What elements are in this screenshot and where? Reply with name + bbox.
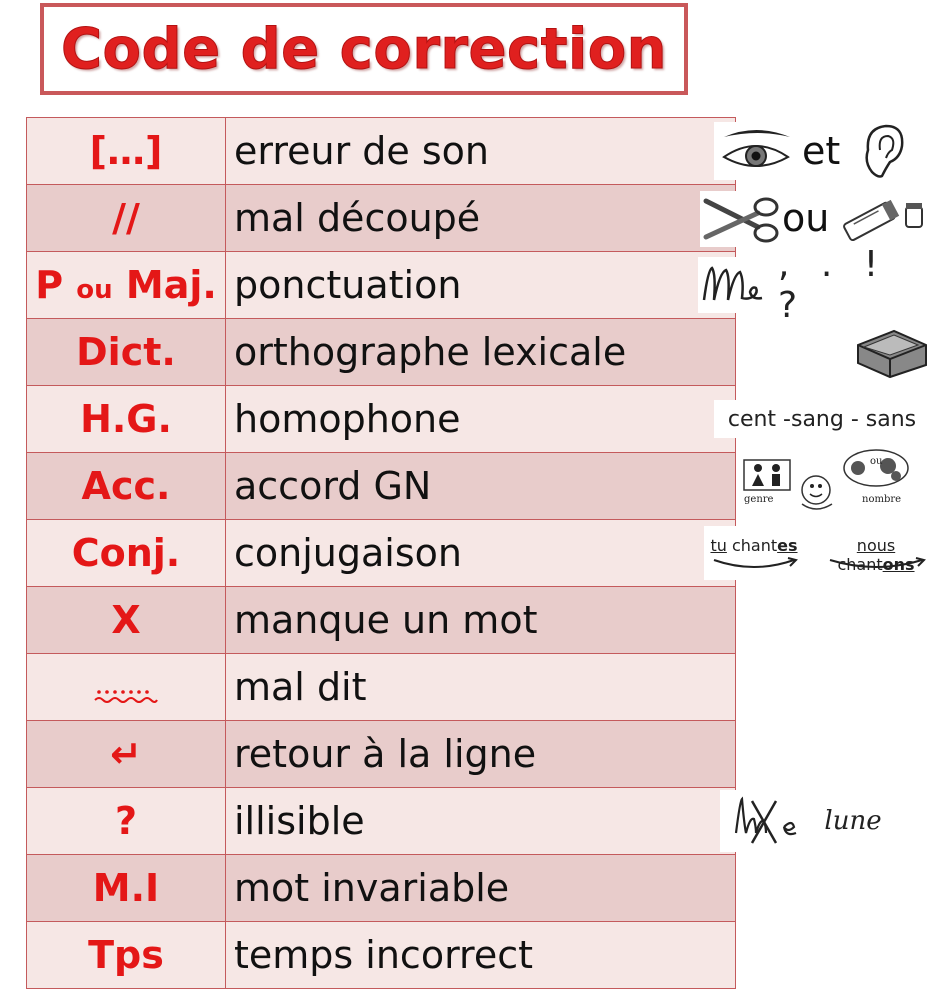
- description-cell: [226, 922, 736, 989]
- ou-label: ou: [870, 456, 883, 467]
- table-row: [27, 520, 736, 587]
- illegible-handwriting-example: [720, 790, 892, 852]
- description-cell: [226, 386, 917, 453]
- description-text: illisible: [234, 799, 365, 843]
- description-text: manque un mot: [234, 598, 538, 642]
- table-row: [27, 587, 736, 654]
- description-text: conjugaison: [234, 531, 462, 575]
- table-row: [27, 386, 736, 453]
- description-cell: [226, 319, 736, 386]
- correction-code-table: [26, 117, 917, 989]
- description-text: ponctuation: [234, 263, 462, 307]
- table-row: [27, 654, 736, 721]
- table-row: [27, 721, 736, 788]
- code-part-ou: ou: [76, 275, 113, 305]
- code-part-maj: Maj.: [125, 263, 217, 307]
- eye-icon: [714, 122, 798, 180]
- code-cell: ↵: [27, 721, 226, 788]
- cursive-m-icon: [698, 260, 768, 310]
- gender-number-icon: [736, 445, 914, 521]
- conj-example-nous: nous chantons: [820, 528, 932, 578]
- table-row: [27, 788, 736, 855]
- table-row: [27, 453, 736, 520]
- description-cell: [226, 855, 736, 922]
- code-cell: H.G.: [27, 386, 226, 453]
- code-cell: Tps: [27, 922, 226, 989]
- code-cell: Acc.: [27, 453, 226, 520]
- homophone-example: [714, 400, 930, 438]
- handwritten-lune: lune: [824, 806, 882, 836]
- nombre-label: nombre: [862, 494, 902, 505]
- description-cell: [226, 185, 830, 252]
- description-cell: [226, 788, 882, 855]
- description-cell: [226, 244, 889, 326]
- description-text: accord GN: [234, 464, 432, 508]
- code-cell: Dict.: [27, 319, 226, 386]
- description-text: erreur de son: [234, 129, 489, 173]
- description-text: orthographe lexicale: [234, 330, 627, 374]
- punctuation-example: [698, 244, 926, 326]
- description-cell: [226, 654, 736, 721]
- description-text: homophone: [234, 397, 461, 441]
- table-row: [27, 252, 736, 319]
- code-part-p: P: [35, 263, 64, 307]
- wavy-underline-icon: [91, 675, 161, 705]
- description-cell: [226, 118, 841, 185]
- conjugation-example: [704, 526, 932, 580]
- code-cell: [27, 252, 226, 319]
- description-text: mot invariable: [234, 866, 510, 910]
- table-row: [27, 185, 736, 252]
- description-cell: [226, 721, 736, 788]
- title-box: [40, 3, 688, 95]
- description-text: temps incorrect: [234, 933, 533, 977]
- scissors-icon: [700, 191, 784, 247]
- table-row: [27, 855, 736, 922]
- code-cell: M.I: [27, 855, 226, 922]
- dictionary-icon: [852, 323, 932, 381]
- description-cell: [226, 587, 736, 654]
- page-title: Code de correction: [60, 16, 668, 82]
- crossed-handwriting-icon: [730, 793, 810, 849]
- homophone-example-text: cent -sang - sans: [727, 406, 917, 432]
- code-cell: Conj.: [27, 520, 226, 587]
- description-text: mal dit: [234, 665, 367, 709]
- code-cell: [27, 654, 226, 721]
- code-cell: […]: [27, 118, 226, 185]
- table-row: [27, 922, 736, 989]
- description-cell: [226, 453, 902, 520]
- conjunction-et: et: [802, 129, 841, 173]
- code-cell: X: [27, 587, 226, 654]
- description-text: mal découpé: [234, 196, 481, 240]
- table-row: [27, 118, 736, 185]
- genre-label: genre: [744, 494, 774, 505]
- code-cell: ?: [27, 788, 226, 855]
- code-cell: //: [27, 185, 226, 252]
- conjunction-ou: ou: [782, 196, 830, 240]
- description-text: retour à la ligne: [234, 732, 537, 776]
- glue-stick-icon: [836, 191, 928, 247]
- description-cell: [226, 520, 915, 587]
- ear-icon: [856, 120, 910, 182]
- punctuation-marks: , . ! ?: [778, 244, 889, 326]
- conj-example-tu: tu chantes: [704, 528, 804, 578]
- table-row: [27, 319, 736, 386]
